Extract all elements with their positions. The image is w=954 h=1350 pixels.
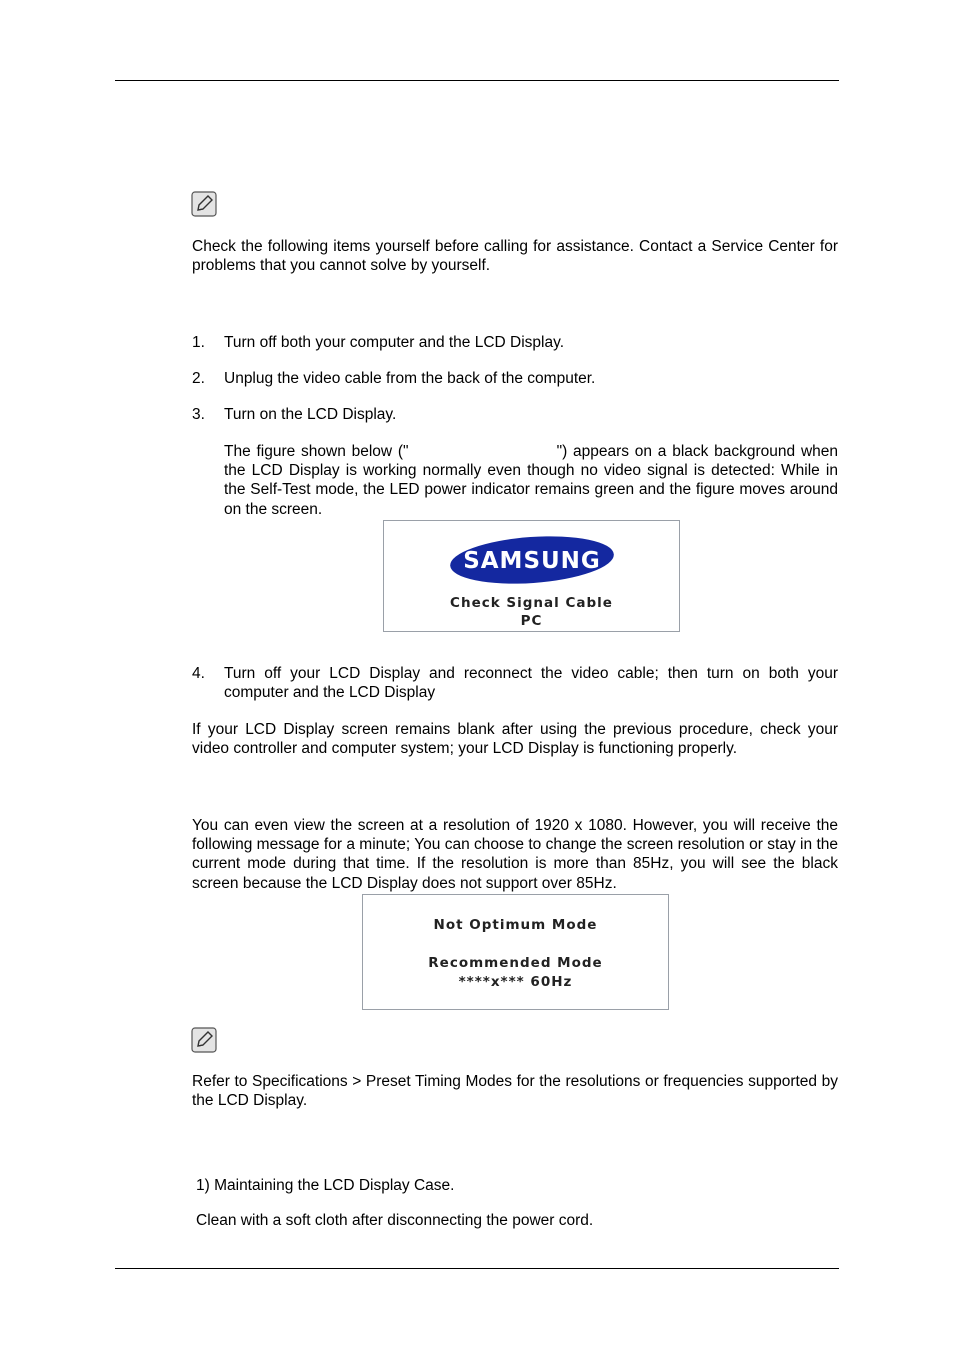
maintenance-item-title: 1) Maintaining the LCD Display Case. (196, 1177, 455, 1194)
footer-rule (115, 1268, 839, 1269)
not-optimum-screen (362, 894, 669, 1010)
step-1-number: 1. (192, 334, 205, 351)
step-4-text: Turn off your LCD Display and reconnect the video cable; then turn on both your computer and the LCD Display (224, 665, 838, 702)
resolution-paragraph: You can even view the screen at a resolution of 1920 x 1080. However, you will receive the following message for a minute; You can choose to change the screen resolution or stay in the current mode during that time. If the resolution is more than 85Hz, you will see the black screen because the LCD Display does not support over 85Hz. (192, 817, 838, 892)
step-3-text: Turn on the LCD Display. (224, 406, 397, 423)
recommended-mode-text: Recommended Mode (428, 955, 603, 971)
step-4-number: 4. (192, 665, 205, 682)
step-2-text: Unplug the video cable from the back of the computer. (224, 370, 596, 387)
figure-description (224, 442, 838, 519)
samsung-logo (449, 535, 615, 585)
check-signal-source: PC (520, 613, 543, 629)
timing-note: Refer to Specifications > Preset Timing Modes for the resolutions or frequencies supported by the LCD Display. (192, 1073, 838, 1110)
check-signal-screen (383, 520, 680, 632)
maintenance-item-text: Clean with a soft cloth after disconnecting the power cord. (196, 1212, 594, 1229)
step-1-text: Turn off both your computer and the LCD Display. (224, 334, 565, 351)
check-signal-text: Check Signal Cable (450, 595, 613, 611)
header-rule (115, 80, 839, 81)
note-icon (191, 1027, 217, 1053)
recommended-mode-value: ****x*** 60Hz (458, 974, 573, 990)
samsung-logo-text: SAMSUNG (463, 548, 601, 574)
intro-paragraph: Check the following items yourself before calling for assistance. Contact a Service Center for problems that you cannot solve by yourself. (192, 238, 838, 275)
figure-description-before: The figure shown below (" (224, 443, 409, 460)
step-2-number: 2. (192, 370, 205, 387)
note-icon (191, 191, 217, 217)
step-3-number: 3. (192, 406, 205, 423)
not-optimum-text: Not Optimum Mode (433, 917, 598, 933)
after-procedure-paragraph: If your LCD Display screen remains blank after using the previous procedure, check your video controller and computer system; your LCD Display is functioning properly. (192, 721, 838, 758)
figure-description-after: ") appears on a black background when the LCD Display is working normally even though no video signal is detected: While in the Self-Test mode, the LED power indicator remains green and the figure moves around on the screen. (224, 443, 838, 518)
